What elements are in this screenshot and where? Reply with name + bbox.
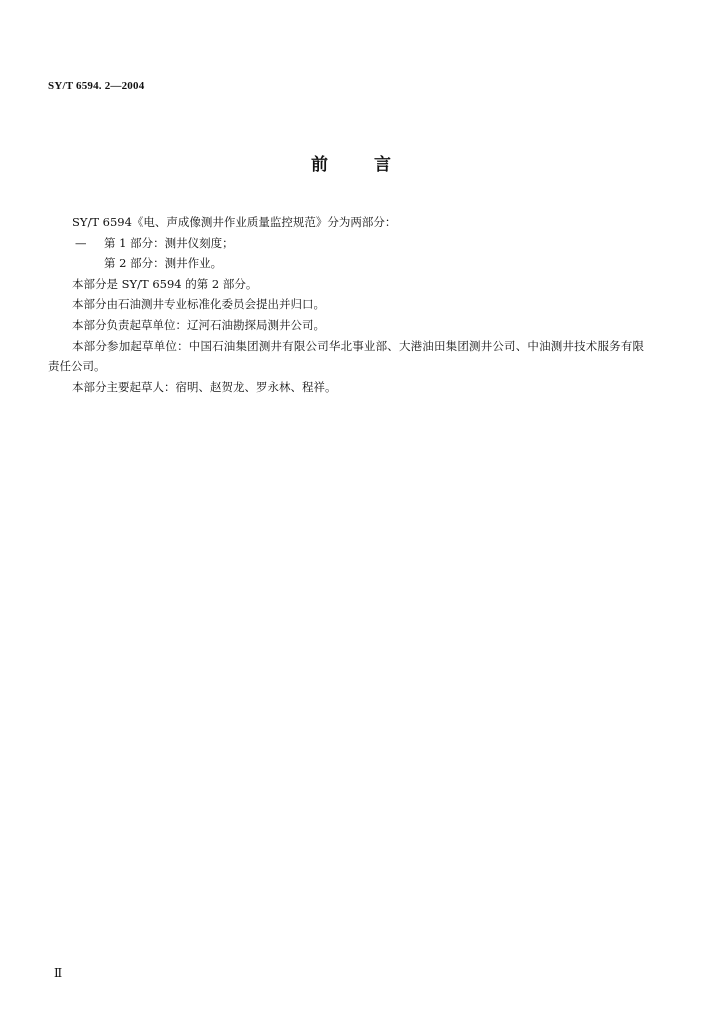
list-item-text: 第 2 部分：测井作业。	[104, 256, 223, 271]
participating-units-paragraph: 本部分参加起草单位：中国石油集团测井有限公司华北事业部、大港油田集团测井公司、中油测井技术服务有限责任公司。	[48, 338, 644, 374]
list-bullet: —	[75, 235, 87, 250]
list-item	[48, 233, 644, 254]
list-item-text: 第 1 部分：测井仪刻度；	[104, 235, 234, 250]
part-statement-paragraph: 本部分是 SY/T 6594 的第 2 部分。	[72, 276, 258, 291]
foreword-body	[48, 212, 644, 397]
proposer-paragraph: 本部分由石油测井专业标准化委员会提出并归口。	[72, 297, 325, 312]
list-item	[48, 253, 644, 274]
standard-code-header: SY/T 6594. 2—2004	[48, 80, 145, 92]
page-title-char-2: 言	[374, 155, 391, 175]
intro-paragraph: SY/T 6594《电、声成像测井作业质量监控规范》分为两部分：	[72, 215, 397, 229]
page-number: Ⅱ	[54, 966, 63, 980]
drafters-paragraph: 本部分主要起草人：宿明、赵贺龙、罗永林、程祥。	[72, 379, 337, 394]
page-title	[0, 150, 702, 175]
page-title-char-1: 前	[311, 155, 328, 175]
responsible-unit-paragraph: 本部分负责起草单位：辽河石油勘探局测井公司。	[72, 317, 325, 332]
